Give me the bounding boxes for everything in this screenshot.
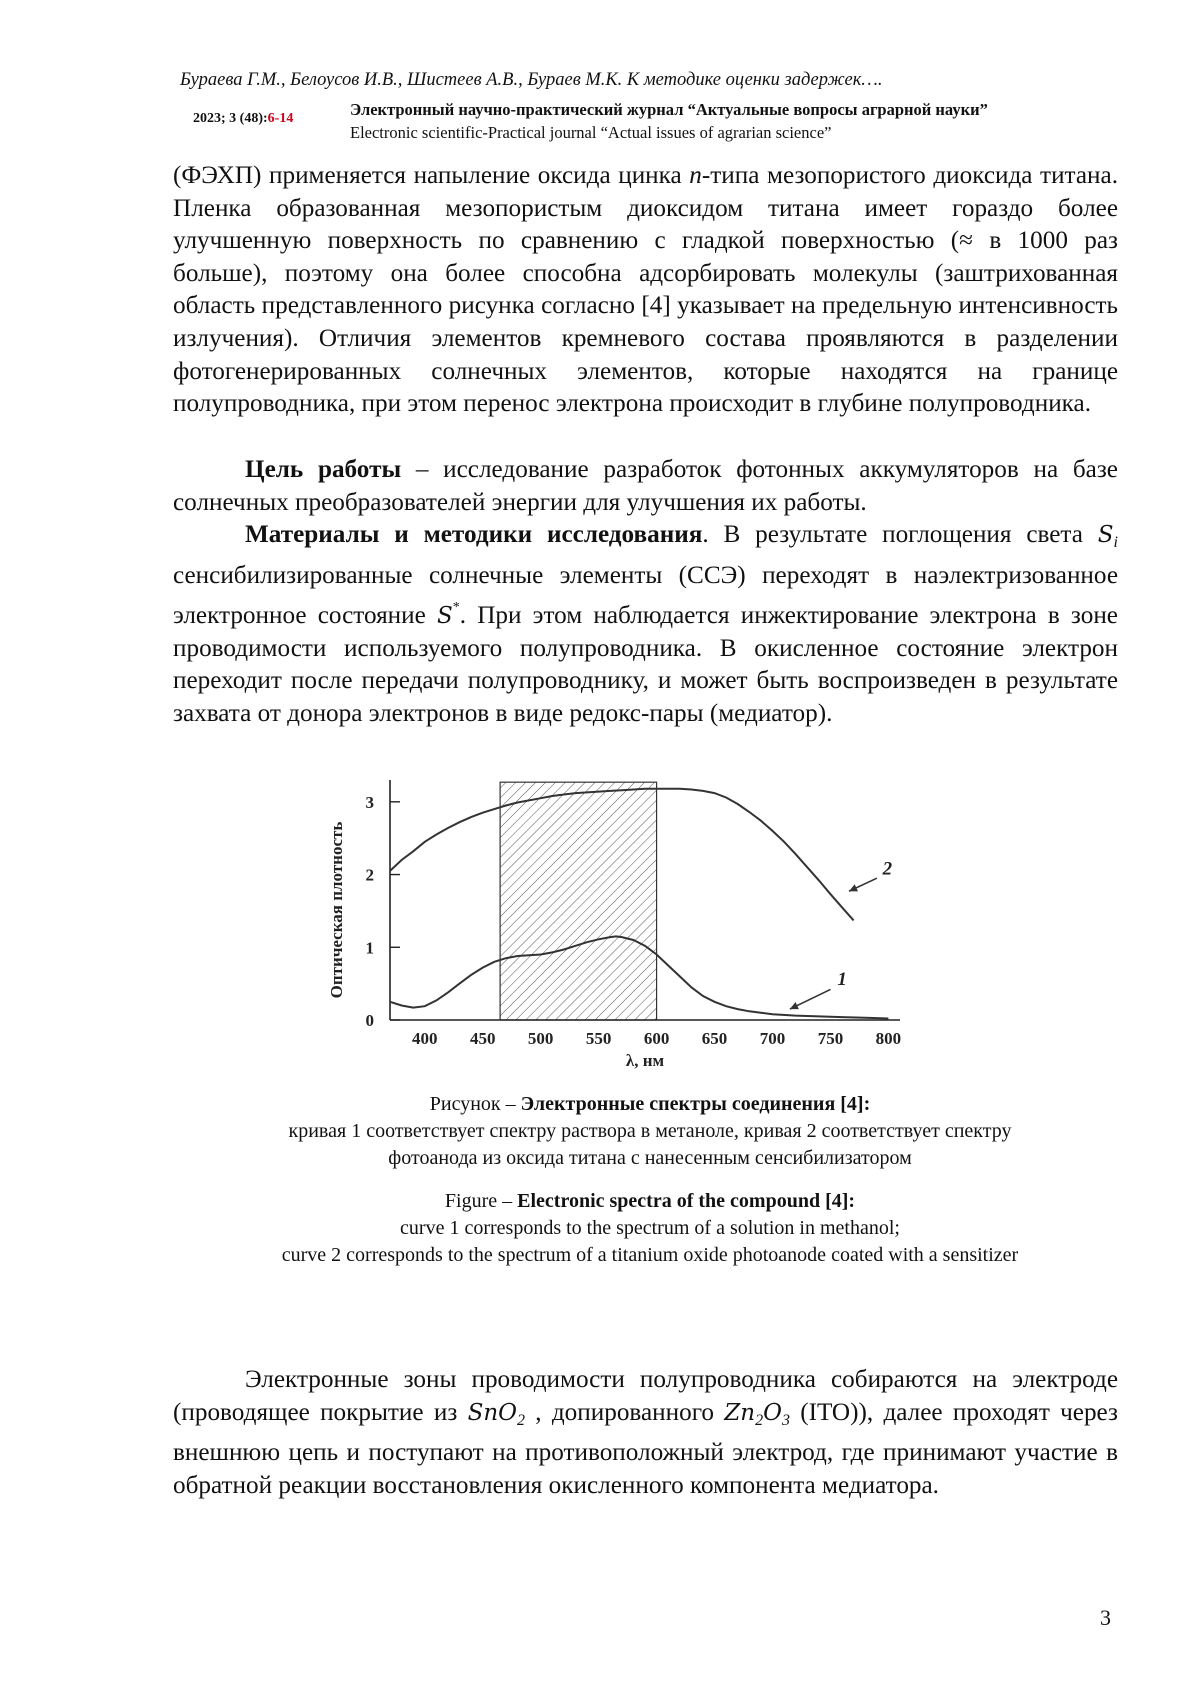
y-tick-label-1: 1 (365, 938, 374, 958)
paragraph-goal (173, 454, 1118, 519)
x-tick-label-750: 750 (817, 1029, 844, 1048)
caption-ru-bold: Электронные спектры соединения [4]: (520, 1093, 871, 1115)
p4-text-c: (ITO)), далее проходят через внешнюю цепь и поступают на противоположный электрод, где принимают участие в обратной реакции восстановления окисленного компонента медиатора. (173, 1398, 1118, 1499)
math-s-star: S (436, 603, 453, 630)
p1-text-a: (ФЭХП) применяется напыление оксида цинка (173, 162, 690, 189)
figure-caption-ru-title (150, 1091, 1150, 1118)
issue-pages: 6-14 (267, 111, 294, 126)
y-tick-label-3: 3 (365, 792, 374, 812)
x-tick-label-550: 550 (585, 1029, 612, 1048)
series-1-label: 1 (837, 969, 847, 991)
math-s-star-sup: * (452, 600, 460, 616)
p1-n-type: n (689, 162, 702, 189)
math-zn: Zn (724, 1399, 756, 1426)
spectra-chart (320, 770, 920, 1070)
p3-text-a: . В результате поглощения света (702, 521, 1098, 548)
math-sno2-sub: 2 (517, 1411, 525, 1429)
running-header-authors: Бураева Г.М., Белоусов И.В., Шистеев А.В., Бураев М.К. К методике оценки задержек…. (180, 70, 883, 90)
p3-text-c: . При этом наблюдается инжектирование электрона в зоне проводимости используемого полупроводника. В окисленное состояние электрон переходит после передачи полупроводнику, и может быть воспроизведен в результате захвата от донора электронов в виде редокс-пары (медиатор). (173, 602, 1118, 727)
figure-caption-en-line3: curve 2 corresponds to the spectrum of a titanium oxide photoanode coated with a sensitizer (281, 1244, 1019, 1266)
x-tick-label-800: 800 (875, 1029, 902, 1048)
x-tick-label-600: 600 (643, 1029, 670, 1048)
math-si: S (1097, 522, 1114, 548)
math-sno2: SnO (467, 1399, 517, 1426)
caption-en-prefix: Figure – (444, 1190, 518, 1212)
figure-caption-en-line2: curve 1 corresponds to the spectrum of a solution in methanol; (400, 1217, 900, 1239)
y-tick-label-0: 0 (365, 1011, 374, 1030)
p4-text-b: , допированного (525, 1398, 725, 1426)
caption-ru-prefix: Рисунок – (429, 1093, 521, 1115)
figure-caption-ru-line3: фотоанода из оксида титана с нанесенным сенсибилизатором (388, 1147, 912, 1169)
x-tick-label-650: 650 (701, 1029, 728, 1048)
page-number: 3 (1100, 1605, 1111, 1630)
math-zn-sub: 2 (755, 1411, 764, 1429)
figure-caption-en-title (150, 1188, 1150, 1215)
p1-text-b: -типа мезопористого диоксида титана. Пленка образованная мезопористым диоксидом титана имеет гораздо более улучшенную поверхность по сравнению с гладкой поверхностью (≈ в 1000 раз больше), поэтому она более способна адсорбировать молекулы (заштрихованная область представленного рисунка согласно [4] указывает на предельную интенсивность излучения). Отличия элементов кремневого состава проявляются в разделении фотогенерированных солнечных элементов, которые находятся на границе полупроводника, при этом перенос электрона происходит в глубине полупроводника. (173, 162, 1118, 418)
paragraph-methods (173, 519, 1118, 731)
goal-text: – исследование разработок фотонных аккумуляторов на базе солнечных преобразователей энергии для улучшения их работы. (173, 456, 1118, 516)
y-axis-label: Оптическая плотность (327, 821, 346, 999)
math-o: O (763, 1399, 782, 1426)
shaded-region (500, 782, 656, 1020)
x-axis-label: λ, нм (625, 1051, 665, 1070)
goal-heading: Цель работы (245, 456, 402, 483)
x-tick-label-400: 400 (412, 1029, 438, 1048)
caption-en-bold: Electronic spectra of the compound [4]: (517, 1190, 856, 1212)
paragraph-electrode (173, 1364, 1118, 1502)
math-o-sub: 3 (781, 1411, 790, 1429)
math-si-sub: i (1113, 534, 1118, 551)
x-tick-label-500: 500 (527, 1029, 554, 1048)
methods-heading: Материалы и методики исследования (245, 521, 703, 548)
paragraph-intro (173, 160, 1118, 421)
issue-info (193, 111, 293, 127)
series-2-label: 2 (882, 858, 893, 880)
issue-number: 2023; 3 (48): (193, 111, 268, 126)
journal-title-ru: Электронный научно-практический журнал “Актуальные вопросы аграрной науки” (350, 100, 988, 119)
p3-text-b: сенсибилизированные солнечные элементы (ССЭ) переходят в наэлектризованное электронное состояние (173, 561, 1118, 630)
x-tick-label-450: 450 (469, 1029, 496, 1048)
journal-title-en: Electronic scientific-Practical journal “Actual issues of agrarian science” (350, 123, 832, 142)
figure-caption-ru-line2: кривая 1 соответствует спектру раствора в метаноле, кривая 2 соответствует спектру (288, 1120, 1012, 1142)
p4-text-a: Электронные зоны проводимости полупроводника собираются на электроде (проводящее покрытие из (173, 1366, 1118, 1426)
x-tick-label-700: 700 (759, 1029, 786, 1048)
y-tick-label-2: 2 (365, 865, 374, 885)
